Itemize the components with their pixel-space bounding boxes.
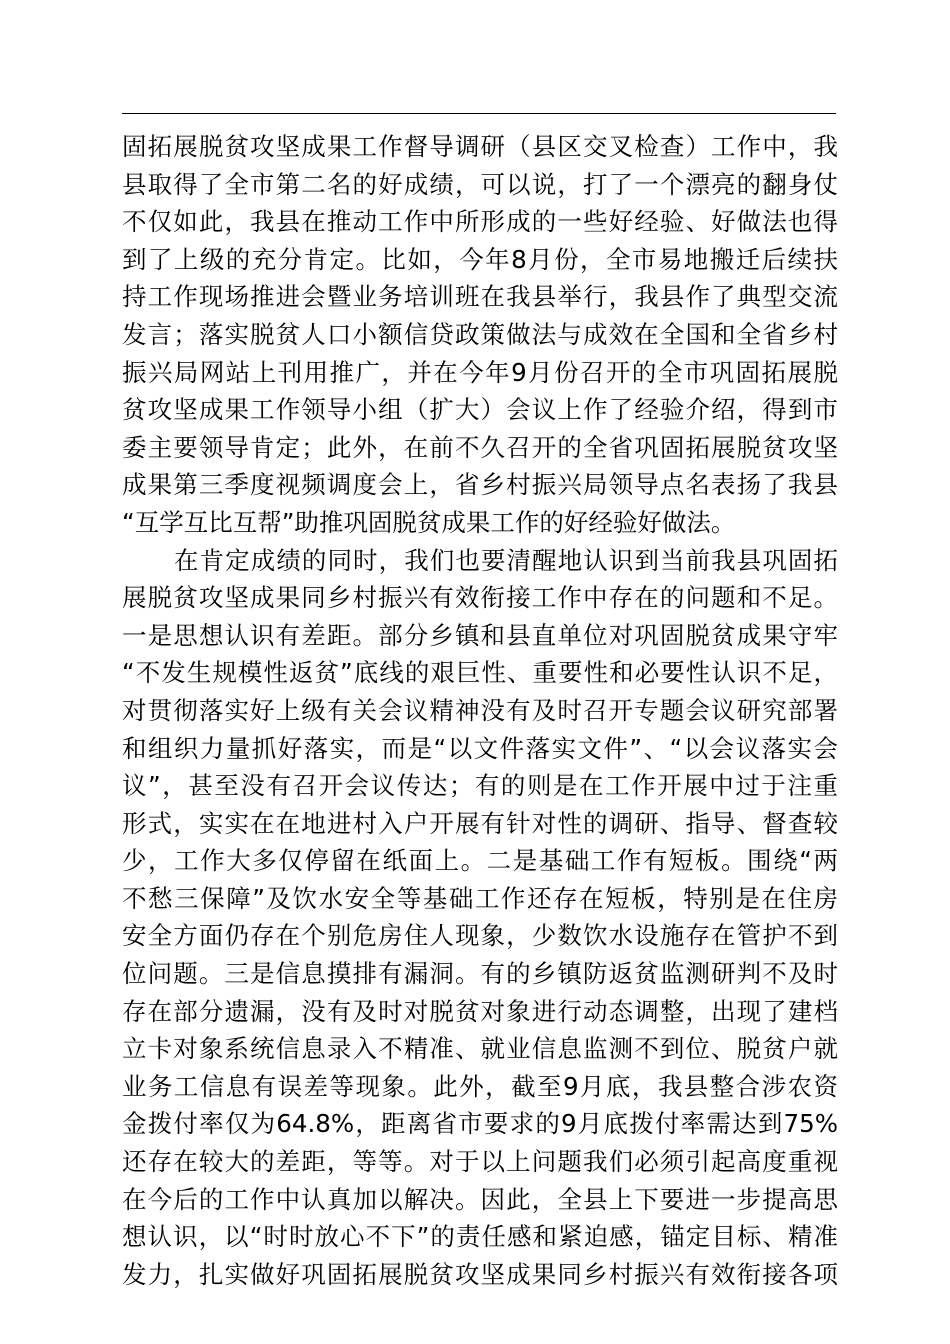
text-line: 少，工作大多仅停留在纸面上。二是基础工作有短板。围绕“两 (122, 846, 838, 876)
text-line: 位问题。三是信息摸排有漏洞。有的乡镇防返贫监测研判不及时 (122, 959, 838, 989)
text-line: 还存在较大的差距，等等。对于以上问题我们必须引起高度重视 (122, 1147, 838, 1177)
text-line: 振兴局网站上刊用推广，并在今年9月份召开的全市巩固拓展脱 (122, 357, 838, 387)
text-line: 县取得了全市第二名的好成绩，可以说，打了一个漂亮的翻身仗 (122, 169, 838, 199)
text-line: 在今后的工作中认真加以解决。因此，全县上下要进一步提高思 (122, 1184, 838, 1214)
text-line: 委主要领导肯定；此外，在前不久召开的全省巩固拓展脱贫攻坚 (122, 432, 838, 462)
paragraph-end-line: “互学互比互帮”助推巩固脱贫成果工作的好经验好做法。 (122, 507, 736, 537)
text-line: 议”，甚至没有召开会议传达；有的则是在工作开展中过于注重 (122, 771, 838, 801)
text-line: 对贯彻落实好上级有关会议精神没有及时召开专题会议研究部署 (122, 695, 838, 725)
text-line: 存在部分遗漏，没有及时对脱贫对象进行动态调整，出现了建档 (122, 996, 838, 1026)
text-line: 想认识，以“时时放心不下”的责任感和紧迫感，锚定目标、精准 (122, 1222, 838, 1252)
text-line: 和组织力量抓好落实，而是“以文件落实文件”、“以会议落实会 (122, 733, 838, 763)
text-line: “不发生规模性返贫”底线的艰巨性、重要性和必要性认识不足， (122, 658, 838, 688)
text-line: 金拨付率仅为64.8%，距离省市要求的9月底拨付率需达到75% (122, 1109, 838, 1139)
text-line: 展脱贫攻坚成果同乡村振兴有效衔接工作中存在的问题和不足。 (122, 583, 838, 613)
text-line: 持工作现场推进会暨业务培训班在我县举行，我县作了典型交流 (122, 282, 838, 312)
header-rule (122, 113, 836, 114)
text-line: 安全方面仍存在个别危房住人现象，少数饮水设施存在管护不到 (122, 921, 838, 951)
text-line: 立卡对象系统信息录入不精准、就业信息监测不到位、脱贫户就 (122, 1034, 838, 1064)
paragraph-start-line: 在肯定成绩的同时，我们也要清醒地认识到当前我县巩固拓 (174, 545, 838, 575)
text-line: 发力，扎实做好巩固拓展脱贫攻坚成果同乡村振兴有效衔接各项 (122, 1259, 838, 1289)
text-line: 发言；落实脱贫人口小额信贷政策做法与成效在全国和全省乡村 (122, 319, 838, 349)
text-line: 贫攻坚成果工作领导小组（扩大）会议上作了经验介绍，得到市 (122, 395, 838, 425)
text-line: 业务工信息有误差等现象。此外，截至9月底，我县整合涉农资 (122, 1071, 838, 1101)
text-line: 成果第三季度视频调度会上，省乡村振兴局领导点名表扬了我县 (122, 470, 838, 500)
body-text (122, 128, 838, 1293)
text-line: 固拓展脱贫攻坚成果工作督导调研（县区交叉检查）工作中，我 (122, 132, 838, 161)
text-line: 一是思想认识有差距。部分乡镇和县直单位对巩固脱贫成果守牢 (122, 620, 838, 650)
text-line: 形式，实实在在地进村入户开展有针对性的调研、指导、督查较 (122, 808, 838, 838)
text-line: 不仅如此，我县在推动工作中所形成的一些好经验、好做法也得 (122, 207, 838, 237)
text-line: 不愁三保障”及饮水安全等基础工作还存在短板，特别是在住房 (122, 883, 838, 913)
text-line: 到了上级的充分肯定。比如，今年8月份，全市易地搬迁后续扶 (122, 244, 838, 274)
